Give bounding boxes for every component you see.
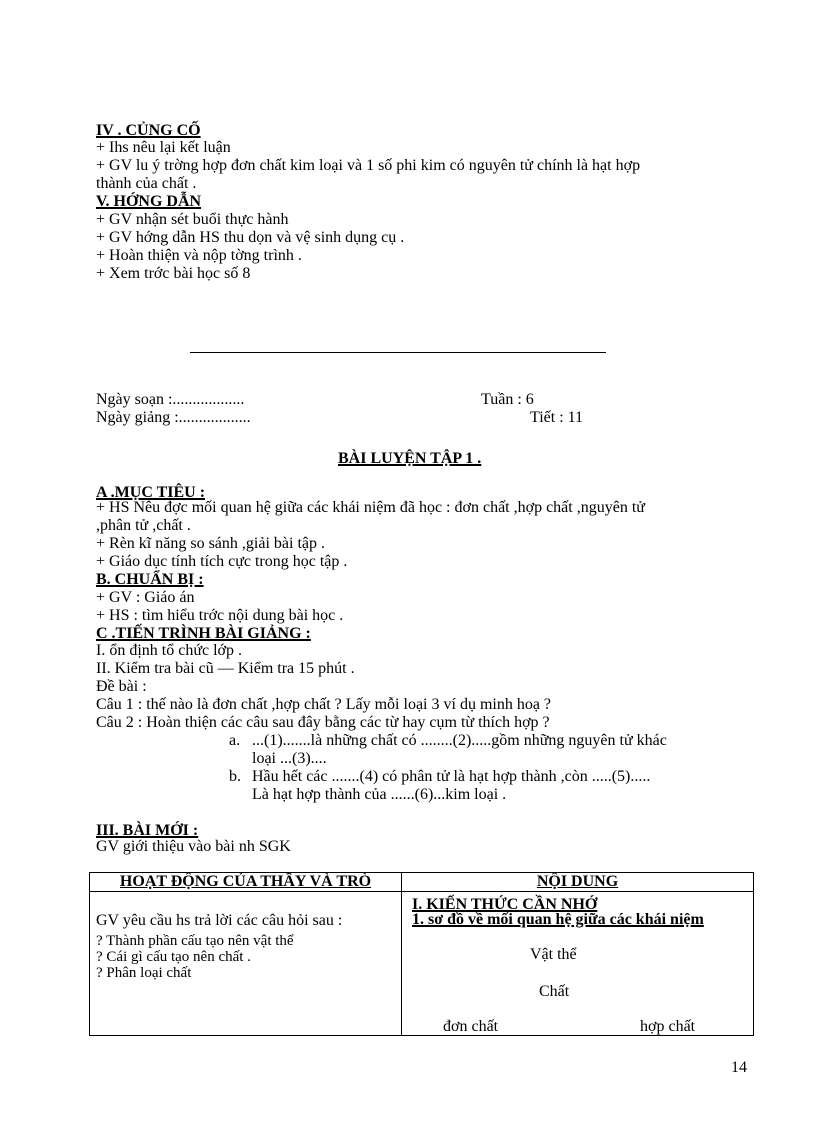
section-v-line-4: + Xem trớc bài học số 8 xyxy=(96,265,251,282)
section-c-line-2: II. Kiểm tra bài cũ — Kiểm tra 15 phút . xyxy=(96,660,355,677)
lesson-title: BÀI LUYỆN TẬP 1 . xyxy=(338,450,482,467)
question-2: Câu 2 : Hoàn thiện các câu sau đây bằng các từ hay cụm từ thích hợp ? xyxy=(96,714,550,731)
diagram-node-don-chat: đơn chất xyxy=(443,1018,499,1035)
section-iv-heading: IV . CỦNG CỐ xyxy=(96,122,201,139)
section-v-line-3: + Hoàn thiện và nộp tờng trình . xyxy=(96,247,302,264)
diagram-node-chat: Chất xyxy=(539,983,570,1000)
section-a-line-4: + Giáo dục tính tích cực trong học tập . xyxy=(96,553,348,570)
tiet: Tiết : 11 xyxy=(530,409,584,426)
content-cell xyxy=(402,892,754,1036)
section-iv-line-1: + Ihs nêu lại kết luận xyxy=(96,139,231,156)
item-a-line-2: loại ...(3).... xyxy=(252,750,327,767)
section-a-line-3: + Rèn kĩ năng so sánh ,giải bài tập . xyxy=(96,535,325,552)
section-a-heading: A .MỤC TIÊU : xyxy=(96,484,206,501)
diagram-node-vat-the: Vật thể xyxy=(530,946,577,963)
activity-line-4: ? Phân loại chất xyxy=(96,965,192,981)
item-a-line-1: ...(1).......là những chất có ........(2).....gồm những nguyên tử khác xyxy=(252,732,667,749)
lesson-separator xyxy=(190,352,606,353)
table-header-row xyxy=(90,873,754,892)
section-c-line-3: Đề bài : xyxy=(96,678,147,695)
section-iii-heading: III. BÀI MỚI : xyxy=(96,822,199,839)
ngay-soan: Ngày soạn :.................. xyxy=(96,391,245,408)
section-a-line-2: ,phân tử ,chất . xyxy=(96,517,191,534)
page-number: 14 xyxy=(731,1059,747,1076)
tuan: Tuần : 6 xyxy=(481,391,534,408)
col-header-content: NỘI DUNG xyxy=(402,873,754,892)
section-b-line-2: + HS : tìm hiểu trớc nội dung bài học . xyxy=(96,607,344,624)
question-1: Câu 1 : thế nào là đơn chất ,hợp chất ? Lấy mỗi loại 3 ví dụ minh hoạ ? xyxy=(96,696,552,713)
table-row xyxy=(90,892,754,1036)
item-b-line-2: Là hạt hợp thành của ......(6)...kim loại . xyxy=(252,786,507,803)
ngay-giang: Ngày giảng :.................. xyxy=(96,409,251,426)
section-v-line-1: + GV nhận sét buổi thực hành xyxy=(96,211,289,228)
lesson-plan-table xyxy=(89,872,754,1036)
section-b-line-1: + GV : Giáo án xyxy=(96,589,195,606)
col-header-activities: HOẠT ĐỘNG CỦA THẦY VÀ TRÒ xyxy=(90,873,402,892)
activity-line-3: ? Cái gì cấu tạo nên chất . xyxy=(96,949,251,965)
section-v-line-2: + GV hớng dẫn HS thu dọn và vệ sinh dụng cụ . xyxy=(96,229,405,246)
diagram-node-hop-chat: hợp chất xyxy=(640,1018,696,1035)
concept-diagram-heading: 1. sơ đồ về mối quan hệ giữa các khái niệm xyxy=(412,911,704,928)
section-b-heading: B. CHUẨN BỊ : xyxy=(96,571,204,588)
section-a-line-1: + HS Nêu đợc mối quan hệ giữa các khái niệm đã học : đơn chất ,hợp chất ,nguyên tử xyxy=(96,499,645,516)
activities-cell xyxy=(90,892,402,1036)
activity-line-2: ? Thành phần cấu tạo nên vật thể xyxy=(96,933,294,949)
activity-line-1: GV yêu cầu hs trả lời các câu hỏi sau : xyxy=(96,912,343,929)
item-a-marker: a. xyxy=(229,732,241,749)
item-b-line-1: Hầu hết các .......(4) có phân tử là hạt hợp thành ,còn .....(5)..... xyxy=(252,768,651,785)
section-v-heading: V. HỚNG DẪN xyxy=(96,193,202,210)
section-c-heading: C .TIẾN TRÌNH BÀI GIẢNG : xyxy=(96,625,311,642)
section-iv-line-2: + GV lu ý trờng hợp đơn chất kim loại và 1 số phi kim có nguyên tử chính là hạt hợp xyxy=(96,157,641,174)
section-c-line-1: I. ổn định tổ chức lớp . xyxy=(96,642,242,659)
item-b-marker: b. xyxy=(229,768,241,785)
knowledge-heading: I. KIẾN THỨC CẦN NHỚ xyxy=(412,896,598,913)
section-iv-line-3: thành của chất . xyxy=(96,175,197,192)
section-iii-intro: GV giới thiệu vào bài nh SGK xyxy=(96,838,291,855)
